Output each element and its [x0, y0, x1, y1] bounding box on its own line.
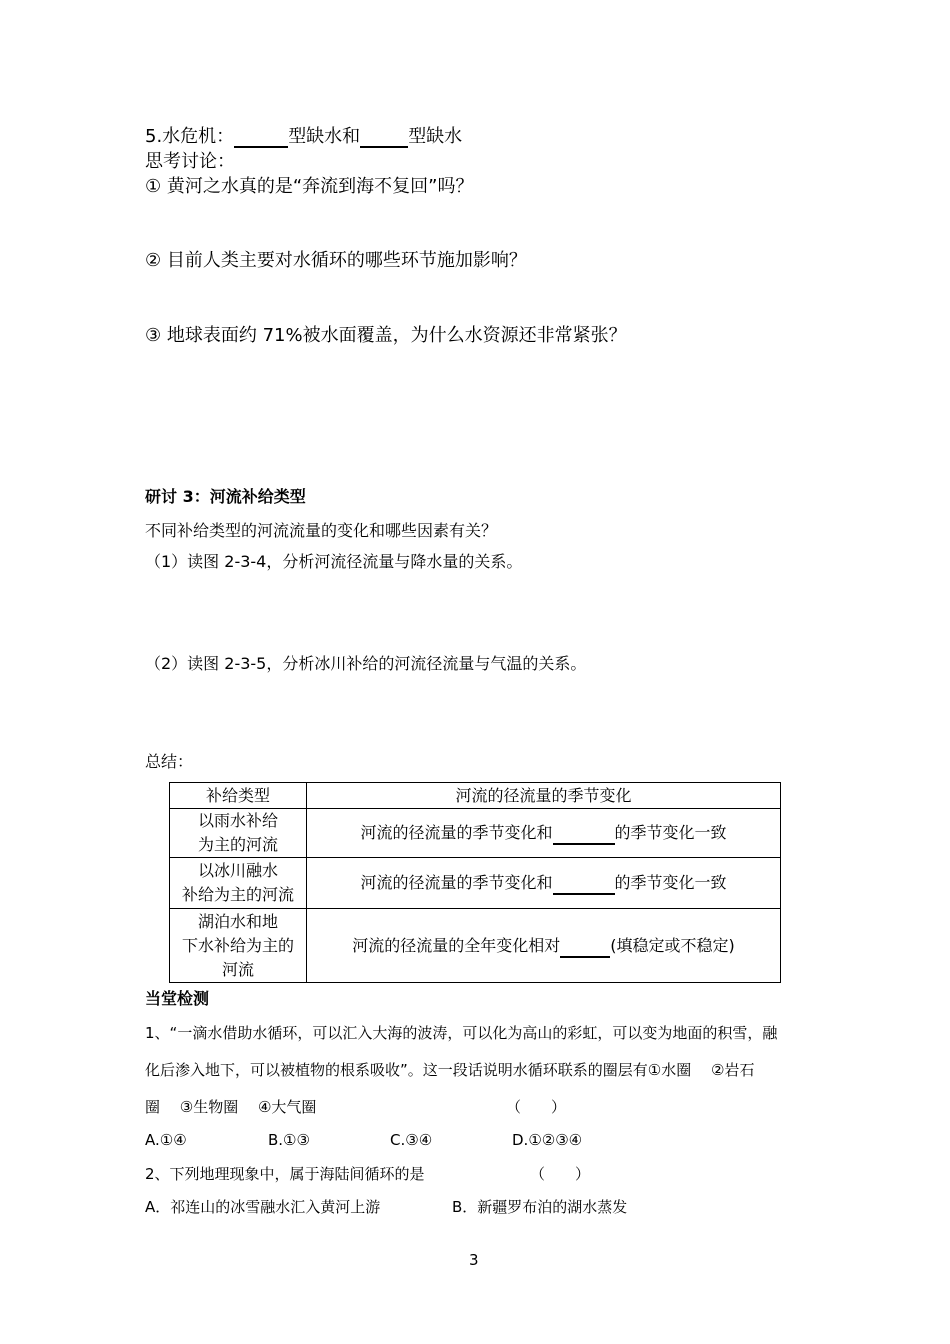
cell-line: 补给为主的河流 [181, 885, 294, 904]
supply-type-cell [170, 858, 307, 909]
study3-title: 研讨 3：河流补给类型 [145, 487, 306, 506]
summary-table [169, 782, 781, 983]
summary-label: 总结： [145, 752, 194, 771]
study3-item-1: （1）读图 2-3-4，分析河流径流量与降水量的关系。 [145, 552, 523, 571]
table-row [170, 909, 781, 983]
cell-line: 以雨水补给 [197, 811, 278, 830]
header-seasonal-change: 河流的径流量的季节变化 [307, 783, 781, 809]
table-row [170, 858, 781, 909]
study3-question: 不同补给类型的河流流量的变化和哪些因素有关？ [145, 521, 498, 540]
blank-1[interactable] [234, 128, 288, 148]
quiz-q1-option-d[interactable]: D.①②③④ [512, 1131, 583, 1149]
cell-text-post: 的季节变化一致 [614, 823, 727, 842]
quiz-q1-line-2: 化后渗入地下，可以被植物的根系吸收”。这一段话说明水循环联系的圈层有①水圈 ②岩石 [145, 1061, 755, 1079]
quiz-q2-option-b[interactable]: B．新疆罗布泊的湖水蒸发 [452, 1198, 628, 1216]
cell-text-pre: 河流的径流量的季节变化和 [360, 873, 553, 892]
table-row [170, 809, 781, 858]
water-crisis-end: 型缺水 [408, 126, 463, 147]
discussion-question-1: ① 黄河之水真的是“奔流到海不复回”吗？ [145, 176, 474, 197]
blank-glacier[interactable] [553, 875, 615, 895]
cell-text-pre: 河流的径流量的全年变化相对 [352, 935, 561, 955]
study3-item-2: （2）读图 2-3-5，分析冰川补给的河流径流量与气温的关系。 [145, 654, 587, 673]
quiz-q1-option-a[interactable]: A.①④ [145, 1131, 187, 1149]
quiz-q1-option-c[interactable]: C.③④ [390, 1131, 433, 1149]
cell-line: 河流 [221, 959, 254, 979]
discussion-question-2: ② 目前人类主要对水循环的哪些环节施加影响？ [145, 250, 527, 271]
water-crisis-mid: 型缺水和 [288, 126, 361, 147]
quiz-q1-answer-paren[interactable]: （ ） [506, 1098, 567, 1116]
water-crisis-line [145, 126, 462, 148]
cell-text-post: (填稳定或不稳定) [610, 935, 735, 955]
water-crisis-label: 5.水危机： [145, 126, 235, 147]
page-number: 3 [469, 1251, 479, 1269]
supply-type-cell [170, 909, 307, 983]
cell-line: 下水补给为主的 [181, 935, 294, 955]
quiz-title: 当堂检测 [145, 989, 210, 1008]
seasonal-change-cell [307, 909, 781, 983]
table-header-row [170, 783, 781, 809]
quiz-q2: 2、下列地理现象中，属于海陆间循环的是 [145, 1165, 425, 1183]
blank-2[interactable] [360, 128, 408, 148]
cell-line: 湖泊水和地 [197, 911, 278, 931]
cell-line: 为主的河流 [197, 835, 278, 854]
seasonal-change-cell [307, 809, 781, 858]
quiz-q1-line-1: 1、“一滴水借助水循环，可以汇入大海的波涛，可以化为高山的彩虹，可以变为地面的积雪，融 [145, 1024, 778, 1042]
quiz-q2-answer-paren[interactable]: （ ） [530, 1165, 591, 1183]
quiz-q2-option-a[interactable]: A．祁连山的冰雪融水汇入黄河上游 [145, 1198, 381, 1216]
cell-text-pre: 河流的径流量的季节变化和 [360, 823, 553, 842]
quiz-q1-option-b[interactable]: B.①③ [268, 1131, 310, 1149]
supply-type-cell [170, 809, 307, 858]
blank-rain[interactable] [553, 825, 615, 845]
cell-line: 以冰川融水 [197, 861, 278, 880]
cell-text-post: 的季节变化一致 [614, 873, 727, 892]
discussion-title: 思考讨论： [145, 151, 235, 172]
seasonal-change-cell [307, 858, 781, 909]
quiz-q1-line-3: 圈 ③生物圈 ④大气圈 [145, 1098, 317, 1116]
discussion-question-3: ③ 地球表面约 71%被水面覆盖，为什么水资源还非常紧张？ [145, 325, 627, 346]
blank-lake[interactable] [560, 938, 610, 958]
header-supply-type: 补给类型 [170, 783, 307, 809]
